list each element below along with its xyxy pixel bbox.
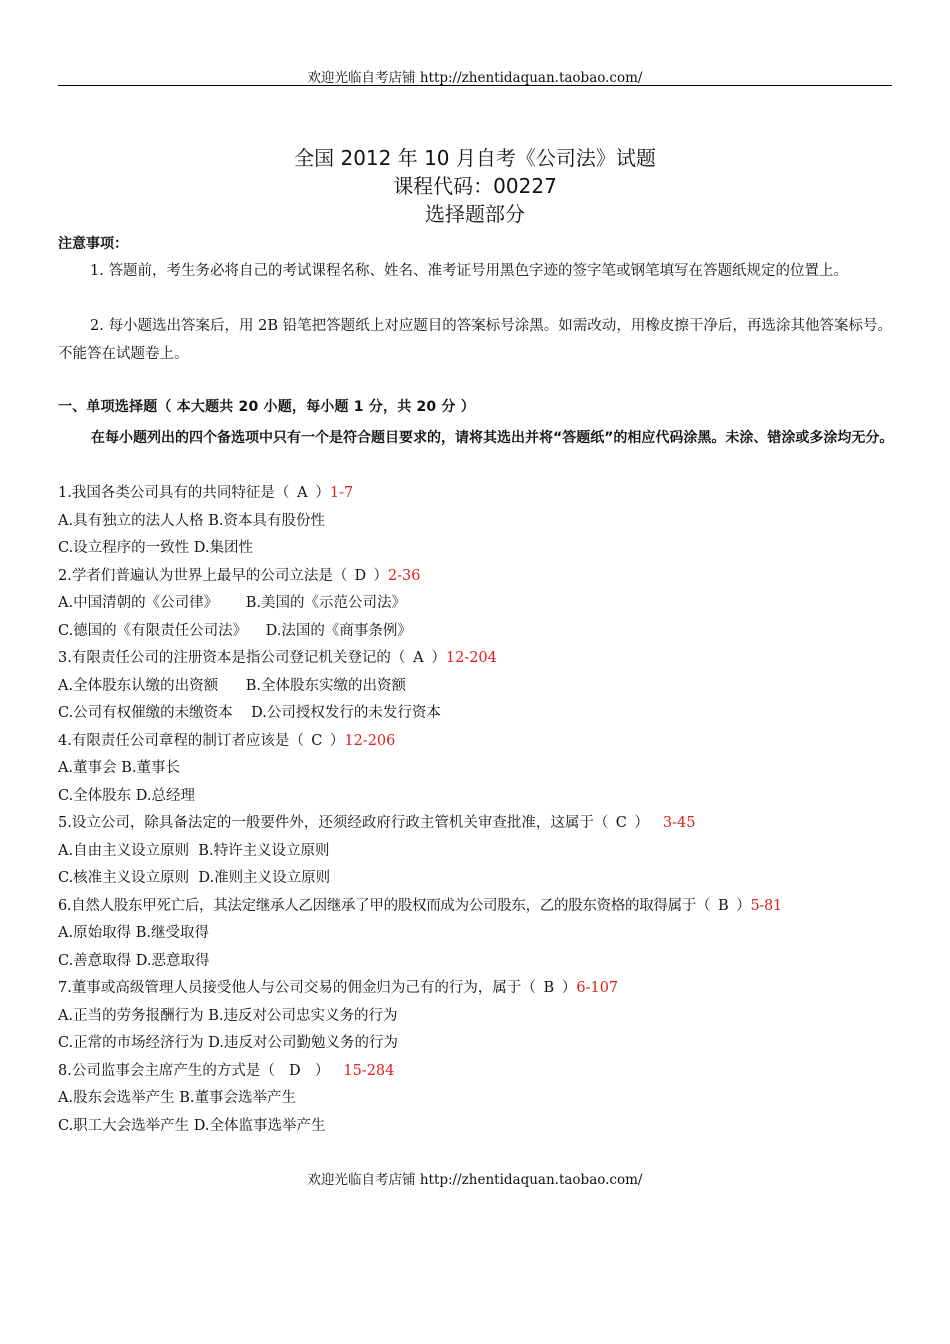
answer: A bbox=[297, 485, 308, 501]
question-stem: 4.有限责任公司章程的制订者应该是（ C ）12-206 bbox=[58, 728, 898, 756]
question-list bbox=[58, 480, 898, 1140]
reference: 6-107 bbox=[576, 980, 619, 996]
header-rule bbox=[58, 85, 892, 86]
question-option: C.职工大会选举产生 D.全体监事选举产生 bbox=[58, 1117, 326, 1134]
question-stem: 6.自然人股东甲死亡后，其法定继承人乙因继承了甲的股权而成为公司股东，乙的股东资格的取得属于（ B ）5-81 bbox=[58, 893, 898, 921]
exam-title: 全国 2012 年 10 月自考《公司法》试题 bbox=[294, 146, 656, 170]
question-option: C.公司有权催缴的未缴资本 D.公司授权发行的未发行资本 bbox=[58, 705, 441, 721]
answer: A bbox=[413, 650, 424, 666]
question-stem: 2.学者们普遍认为世界上最早的公司立法是（ D ）2-36 bbox=[58, 563, 898, 591]
question-option: C.善意取得 D.恶意取得 bbox=[58, 952, 210, 969]
question-option: A.全体股东认缴的出资额 B.全体股东实缴的出资额 bbox=[58, 677, 406, 694]
reference: 1-7 bbox=[329, 485, 354, 501]
answer: D bbox=[289, 1062, 301, 1079]
section-heading: 一、单项选择题（ 本大题共 20 小题，每小题 1 分，共 20 分 ） bbox=[58, 399, 475, 415]
question-option: C.设立程序的一致性 D.集团性 bbox=[58, 540, 254, 556]
reference: 5-81 bbox=[750, 897, 782, 914]
question-option: A.自由主义设立原则 B.特许主义设立原则 bbox=[58, 842, 330, 859]
question-option: A.具有独立的法人人格 B.资本具有股份性 bbox=[58, 512, 325, 529]
question-stem: 7.董事或高级管理人员接受他人与公司交易的佣金归为己有的行为，属于（ B ）6-107 bbox=[58, 975, 898, 1003]
reference: 12-206 bbox=[344, 732, 396, 749]
section-instruction: 在每小题列出的四个备选项中只有一个是符合题目要求的，请将其选出并将“答题纸”的相应代码涂黑。未涂、错涂或多涂均无分。 bbox=[91, 430, 894, 446]
question-option: A.原始取得 B.继受取得 bbox=[58, 925, 209, 941]
answer: D bbox=[354, 567, 367, 584]
reference: 12-204 bbox=[445, 650, 497, 666]
answer: B bbox=[718, 897, 729, 914]
question-option: A.董事会 B.董事长 bbox=[58, 760, 180, 776]
answer: C bbox=[615, 815, 627, 831]
course-code: 课程代码：00227 bbox=[393, 174, 557, 198]
question-stem: 3.有限责任公司的注册资本是指公司登记机关登记的（ A ）12-204 bbox=[58, 645, 898, 673]
reference: 2-36 bbox=[387, 567, 421, 584]
question-stem: 1.我国各类公司具有的共同特征是（ A ）1-7 bbox=[58, 480, 898, 508]
notes-label: 注意事项： bbox=[58, 236, 128, 252]
page-footer: 欢迎光临自考店铺 http://zhentidaquan.taobao.com/ bbox=[307, 1172, 643, 1188]
question-stem: 5.设立公司，除具备法定的一般要件外，还须经政府行政主管机关审查批准，这属于（ C ） 3-45 bbox=[58, 810, 898, 838]
answer: C bbox=[311, 732, 323, 749]
note-item: 1. 答题前，考生务必将自己的考试课程名称、姓名、准考证号用黑色字迹的签字笔或钢笔填写在答题纸规定的位置上。 bbox=[90, 263, 848, 279]
question-option: C.核准主义设立原则 D.准则主义设立原则 bbox=[58, 870, 331, 886]
question-option: C.德国的《有限责任公司法》 D.法国的《商事条例》 bbox=[58, 622, 412, 639]
part-title: 选择题部分 bbox=[425, 202, 525, 226]
question-option: A.正当的劳务报酬行为 B.违反对公司忠实义务的行为 bbox=[58, 1007, 398, 1024]
question-stem: 8.公司监事会主席产生的方式是（ D ） 15-284 bbox=[58, 1058, 898, 1086]
note-item: 2. 每小题选出答案后，用 2B 铅笔把答题纸上对应题目的答案标号涂黑。如需改动，用橡皮擦干净后，再选涂其他答案标号。不能答在试题卷上。 bbox=[58, 318, 892, 362]
page-header: 欢迎光临自考店铺 http://zhentidaquan.taobao.com/ bbox=[307, 70, 643, 86]
reference: 3-45 bbox=[662, 815, 696, 831]
question-option: A.中国清朝的《公司律》 B.美国的《示范公司法》 bbox=[58, 595, 406, 611]
question-option: A.股东会选举产生 B.董事会选举产生 bbox=[58, 1090, 296, 1106]
reference: 15-284 bbox=[343, 1062, 395, 1079]
question-option: C.全体股东 D.总经理 bbox=[58, 787, 196, 804]
question-option: C.正常的市场经济行为 D.违反对公司勤勉义务的行为 bbox=[58, 1035, 399, 1051]
answer: B bbox=[543, 980, 555, 996]
